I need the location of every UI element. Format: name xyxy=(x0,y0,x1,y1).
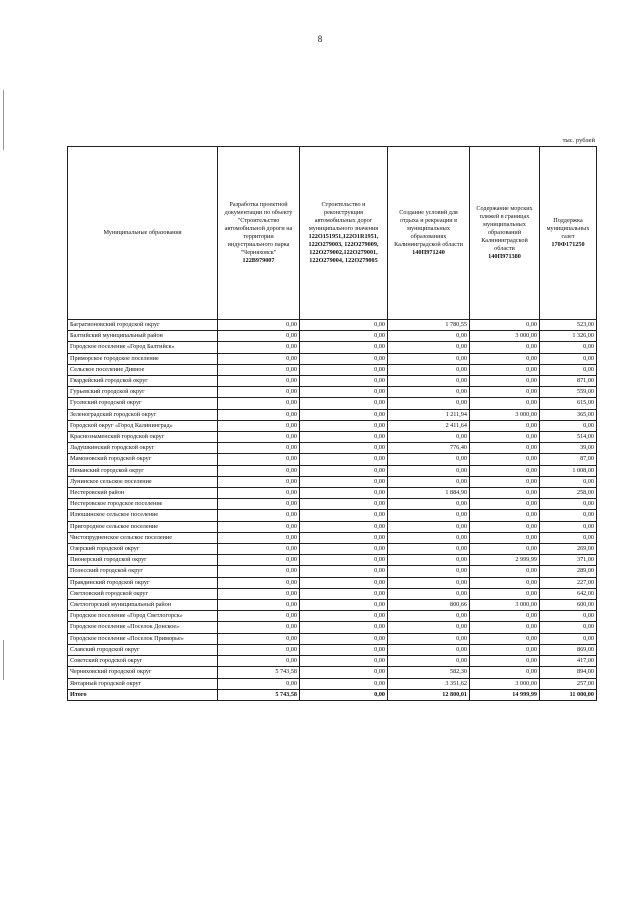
table-row xyxy=(68,465,597,476)
amount-cell: 0,00 xyxy=(218,555,300,566)
amount-cell: 0,00 xyxy=(218,488,300,499)
table-header-row xyxy=(68,147,597,320)
municipality-name-cell: Нестеровское городское поселение xyxy=(68,499,218,510)
amount-cell: 0,00 xyxy=(388,499,470,510)
municipality-name-cell: Янтарный городской округ xyxy=(68,678,218,689)
amount-cell: 0,00 xyxy=(470,364,540,375)
amount-cell: 0,00 xyxy=(300,633,388,644)
amount-cell: 0,00 xyxy=(388,656,470,667)
amount-cell: 0,00 xyxy=(218,521,300,532)
amount-cell: 800,66 xyxy=(388,600,470,611)
amount-cell: 0,00 xyxy=(470,633,540,644)
amount-cell: 0,00 xyxy=(540,364,597,375)
amount-cell: 0,00 xyxy=(300,420,388,431)
total-cell: 0,00 xyxy=(300,689,388,700)
table-row xyxy=(68,342,597,353)
table-row xyxy=(68,409,597,420)
amount-cell: 0,00 xyxy=(300,611,388,622)
amount-cell: 0,00 xyxy=(218,364,300,375)
table-row xyxy=(68,353,597,364)
amount-cell: 0,00 xyxy=(218,376,300,387)
amount-cell: 0,00 xyxy=(388,510,470,521)
amount-cell: 0,00 xyxy=(470,656,540,667)
amount-cell: 0,00 xyxy=(300,342,388,353)
table-row xyxy=(68,443,597,454)
amount-cell: 0,00 xyxy=(218,510,300,521)
amount-cell: 0,00 xyxy=(218,476,300,487)
table-row xyxy=(68,588,597,599)
municipality-name-cell: Зеленоградский городской округ xyxy=(68,409,218,420)
amount-cell: 0,00 xyxy=(470,376,540,387)
amount-cell: 0,00 xyxy=(300,667,388,678)
amount-cell: 523,00 xyxy=(540,320,597,331)
table-row xyxy=(68,420,597,431)
amount-cell: 0,00 xyxy=(388,376,470,387)
amount-cell: 1 008,00 xyxy=(540,465,597,476)
amount-cell: 0,00 xyxy=(470,342,540,353)
municipality-name-cell: Славский городской округ xyxy=(68,644,218,655)
table-row xyxy=(68,488,597,499)
amount-cell: 0,00 xyxy=(470,398,540,409)
unit-label: тыс. рублей xyxy=(562,137,595,144)
table-row xyxy=(68,622,597,633)
amount-cell: 0,00 xyxy=(300,555,388,566)
amount-cell: 0,00 xyxy=(218,611,300,622)
header-road-construction: Строительство и реконструкция автомобильных дорог муниципального значения 122О151951,122О1R1951, 122О279003, 122О279009, 122О279002,122О279001, 122О279004, 122О279005 xyxy=(300,147,388,320)
table-row xyxy=(68,532,597,543)
table-row xyxy=(68,398,597,409)
amount-cell: 0,00 xyxy=(388,342,470,353)
municipality-name-cell: Гусевский городской округ xyxy=(68,398,218,409)
amount-cell: 0,00 xyxy=(300,622,388,633)
table-row xyxy=(68,376,597,387)
amount-cell: 0,00 xyxy=(470,544,540,555)
amount-cell: 0,00 xyxy=(388,353,470,364)
amount-cell: 0,00 xyxy=(218,656,300,667)
amount-cell: 0,00 xyxy=(300,320,388,331)
table-row xyxy=(68,364,597,375)
total-cell: 12 800,01 xyxy=(388,689,470,700)
amount-cell: 559,00 xyxy=(540,387,597,398)
table-row xyxy=(68,331,597,342)
municipality-name-cell: Ладушкинский городской округ xyxy=(68,443,218,454)
amount-cell: 0,00 xyxy=(540,476,597,487)
table-row xyxy=(68,499,597,510)
amount-cell: 0,00 xyxy=(218,320,300,331)
amount-cell: 0,00 xyxy=(540,420,597,431)
page-number: 8 xyxy=(317,34,323,44)
amount-cell: 0,00 xyxy=(470,465,540,476)
table-row xyxy=(68,656,597,667)
amount-cell: 0,00 xyxy=(300,532,388,543)
amount-cell: 0,00 xyxy=(388,432,470,443)
budget-table xyxy=(67,146,597,701)
amount-cell: 0,00 xyxy=(218,432,300,443)
municipality-name-cell: Черняховский городской округ xyxy=(68,667,218,678)
amount-cell: 0,00 xyxy=(218,577,300,588)
amount-cell: 0,00 xyxy=(470,320,540,331)
municipality-name-cell: Полесский городской округ xyxy=(68,566,218,577)
municipality-name-cell: Советский городской округ xyxy=(68,656,218,667)
amount-cell: 0,00 xyxy=(470,644,540,655)
amount-cell: 0,00 xyxy=(388,465,470,476)
amount-cell: 417,00 xyxy=(540,656,597,667)
amount-cell: 514,00 xyxy=(540,432,597,443)
amount-cell: 776,40 xyxy=(388,443,470,454)
amount-cell: 0,00 xyxy=(470,476,540,487)
amount-cell: 0,00 xyxy=(470,488,540,499)
amount-cell: 365,00 xyxy=(540,409,597,420)
amount-cell: 0,00 xyxy=(540,521,597,532)
header-code: 122В979007 xyxy=(242,257,275,264)
amount-cell: 0,00 xyxy=(470,588,540,599)
table-row xyxy=(68,555,597,566)
amount-cell: 371,00 xyxy=(540,555,597,566)
amount-cell: 0,00 xyxy=(300,454,388,465)
total-cell: 5 743,58 xyxy=(218,689,300,700)
municipality-name-cell: Чистопрудненское сельское поселение xyxy=(68,532,218,543)
amount-cell: 0,00 xyxy=(300,577,388,588)
total-cell: 11 000,00 xyxy=(540,689,597,700)
amount-cell: 0,00 xyxy=(300,600,388,611)
municipality-name-cell: Багратионовский городской округ xyxy=(68,320,218,331)
table-row xyxy=(68,432,597,443)
amount-cell: 0,00 xyxy=(540,532,597,543)
amount-cell: 0,00 xyxy=(388,566,470,577)
amount-cell: 3 351,62 xyxy=(388,678,470,689)
total-label: Итого xyxy=(68,689,218,700)
amount-cell: 0,00 xyxy=(388,532,470,543)
amount-cell: 0,00 xyxy=(218,353,300,364)
amount-cell: 289,00 xyxy=(540,566,597,577)
amount-cell: 0,00 xyxy=(470,566,540,577)
amount-cell: 0,00 xyxy=(388,633,470,644)
amount-cell: 0,00 xyxy=(300,476,388,487)
amount-cell: 269,00 xyxy=(540,544,597,555)
amount-cell: 39,00 xyxy=(540,443,597,454)
total-cell: 14 999,99 xyxy=(470,689,540,700)
table-row xyxy=(68,600,597,611)
table-row xyxy=(68,678,597,689)
table-body xyxy=(68,320,597,690)
amount-cell: 0,00 xyxy=(300,409,388,420)
header-code: 122О151951,122О1R1951, 122О279003, 122О279009, 122О279002,122О279001, 122О279004, 122О279005 xyxy=(308,233,379,264)
amount-cell: 0,00 xyxy=(300,387,388,398)
amount-cell: 0,00 xyxy=(388,398,470,409)
amount-cell: 0,00 xyxy=(540,633,597,644)
amount-cell: 258,00 xyxy=(540,488,597,499)
municipality-name-cell: Гвардейский городской округ xyxy=(68,376,218,387)
amount-cell: 0,00 xyxy=(300,488,388,499)
table-row xyxy=(68,544,597,555)
header-beaches: Содержание морских пляжей в границах муниципальных образований Калининградской области 140П971380 xyxy=(470,147,540,320)
amount-cell: 0,00 xyxy=(218,499,300,510)
amount-cell: 0,00 xyxy=(300,588,388,599)
amount-cell: 0,00 xyxy=(470,387,540,398)
amount-cell: 0,00 xyxy=(218,633,300,644)
table-row xyxy=(68,510,597,521)
amount-cell: 0,00 xyxy=(388,611,470,622)
municipality-name-cell: Сельское поселение Дивное xyxy=(68,364,218,375)
amount-cell: 0,00 xyxy=(218,588,300,599)
amount-cell: 0,00 xyxy=(388,577,470,588)
scan-edge-mark xyxy=(3,90,4,150)
amount-cell: 0,00 xyxy=(300,656,388,667)
amount-cell: 0,00 xyxy=(218,443,300,454)
amount-cell: 227,00 xyxy=(540,577,597,588)
table-row xyxy=(68,577,597,588)
header-recreation: Создание условий для отдыха и рекреации в муниципальных образованиях Калининградской области 140П971240 xyxy=(388,147,470,320)
municipality-name-cell: Нестеровский район xyxy=(68,488,218,499)
header-newspapers: Поддержка муниципальных газет 170Ф171250 xyxy=(540,147,597,320)
amount-cell: 0,00 xyxy=(218,544,300,555)
amount-cell: 0,00 xyxy=(470,611,540,622)
amount-cell: 615,00 xyxy=(540,398,597,409)
amount-cell: 0,00 xyxy=(218,454,300,465)
amount-cell: 0,00 xyxy=(300,566,388,577)
amount-cell: 257,00 xyxy=(540,678,597,689)
amount-cell: 0,00 xyxy=(388,454,470,465)
amount-cell: 1 884,90 xyxy=(388,488,470,499)
amount-cell: 0,00 xyxy=(388,476,470,487)
amount-cell: 0,00 xyxy=(470,622,540,633)
municipality-name-cell: Гурьевский городской округ xyxy=(68,387,218,398)
table-row xyxy=(68,476,597,487)
municipality-name-cell: Пригородное сельское поселение xyxy=(68,521,218,532)
total-row xyxy=(68,689,597,700)
amount-cell: 0,00 xyxy=(540,611,597,622)
amount-cell: 3 000,00 xyxy=(470,409,540,420)
table-row xyxy=(68,633,597,644)
amount-cell: 0,00 xyxy=(300,521,388,532)
amount-cell: 0,00 xyxy=(300,510,388,521)
amount-cell: 5 743,58 xyxy=(218,667,300,678)
amount-cell: 3 000,00 xyxy=(470,678,540,689)
amount-cell: 894,00 xyxy=(540,667,597,678)
amount-cell: 0,00 xyxy=(388,387,470,398)
amount-cell: 0,00 xyxy=(388,364,470,375)
municipality-name-cell: Городское поселение «Город Балтийск» xyxy=(68,342,218,353)
amount-cell: 0,00 xyxy=(388,622,470,633)
amount-cell: 0,00 xyxy=(388,644,470,655)
amount-cell: 0,00 xyxy=(470,521,540,532)
table-row xyxy=(68,566,597,577)
municipality-name-cell: Светловский городской округ xyxy=(68,588,218,599)
amount-cell: 0,00 xyxy=(218,387,300,398)
amount-cell: 869,00 xyxy=(540,644,597,655)
amount-cell: 0,00 xyxy=(470,499,540,510)
municipality-name-cell: Неманский городской округ xyxy=(68,465,218,476)
amount-cell: 0,00 xyxy=(470,420,540,431)
amount-cell: 1 211,94 xyxy=(388,409,470,420)
scan-edge-mark xyxy=(3,640,4,680)
table-row xyxy=(68,320,597,331)
header-code: 140П971380 xyxy=(488,253,521,260)
amount-cell: 0,00 xyxy=(218,622,300,633)
municipality-name-cell: Мамоновский городской округ xyxy=(68,454,218,465)
amount-cell: 0,00 xyxy=(218,465,300,476)
header-design-docs: Разработка проектной документации по объекту "Строительство автомобильной дороги на территории индустриального парка "Черняховск" 122В979007 xyxy=(218,147,300,320)
amount-cell: 3 000,00 xyxy=(470,600,540,611)
header-code: 140П971240 xyxy=(412,249,445,256)
amount-cell: 0,00 xyxy=(540,499,597,510)
table-row xyxy=(68,667,597,678)
amount-cell: 0,00 xyxy=(218,678,300,689)
amount-cell: 0,00 xyxy=(218,409,300,420)
table-row xyxy=(68,387,597,398)
amount-cell: 0,00 xyxy=(218,331,300,342)
amount-cell: 0,00 xyxy=(300,499,388,510)
amount-cell: 0,00 xyxy=(388,521,470,532)
amount-cell: 0,00 xyxy=(388,555,470,566)
amount-cell: 0,00 xyxy=(300,443,388,454)
amount-cell: 0,00 xyxy=(300,364,388,375)
amount-cell: 0,00 xyxy=(300,331,388,342)
municipality-name-cell: Правдинский городской округ xyxy=(68,577,218,588)
amount-cell: 0,00 xyxy=(300,465,388,476)
header-code: 170Ф171250 xyxy=(551,241,585,248)
amount-cell: 0,00 xyxy=(218,600,300,611)
amount-cell: 0,00 xyxy=(470,577,540,588)
amount-cell: 0,00 xyxy=(470,532,540,543)
amount-cell: 0,00 xyxy=(300,644,388,655)
table-row xyxy=(68,611,597,622)
municipality-name-cell: Городское поселение «Поселок Донское» xyxy=(68,622,218,633)
amount-cell: 0,00 xyxy=(388,544,470,555)
amount-cell: 0,00 xyxy=(470,667,540,678)
municipality-name-cell: Светлогорский муниципальный район xyxy=(68,600,218,611)
amount-cell: 2 999,99 xyxy=(470,555,540,566)
amount-cell: 0,00 xyxy=(300,678,388,689)
table-row xyxy=(68,521,597,532)
table-row xyxy=(68,644,597,655)
amount-cell: 0,00 xyxy=(218,532,300,543)
municipality-name-cell: Краснознаменский городской округ xyxy=(68,432,218,443)
amount-cell: 0,00 xyxy=(388,331,470,342)
amount-cell: 0,00 xyxy=(470,432,540,443)
amount-cell: 0,00 xyxy=(540,622,597,633)
amount-cell: 0,00 xyxy=(470,443,540,454)
amount-cell: 642,00 xyxy=(540,588,597,599)
municipality-name-cell: Лунинское сельское поселение xyxy=(68,476,218,487)
amount-cell: 600,00 xyxy=(540,600,597,611)
amount-cell: 0,00 xyxy=(218,644,300,655)
amount-cell: 0,00 xyxy=(300,432,388,443)
table-row xyxy=(68,454,597,465)
amount-cell: 871,00 xyxy=(540,376,597,387)
amount-cell: 0,00 xyxy=(540,342,597,353)
amount-cell: 2 411,64 xyxy=(388,420,470,431)
municipality-name-cell: Озерский городской округ xyxy=(68,544,218,555)
amount-cell: 0,00 xyxy=(300,398,388,409)
amount-cell: 0,00 xyxy=(300,544,388,555)
municipality-name-cell: Приморское городское поселение xyxy=(68,353,218,364)
amount-cell: 0,00 xyxy=(540,353,597,364)
amount-cell: 0,00 xyxy=(388,588,470,599)
amount-cell: 0,00 xyxy=(300,353,388,364)
municipality-name-cell: Городское поселение «Поселок Приморье» xyxy=(68,633,218,644)
municipality-name-cell: Городское поселение «Город Светлогорск» xyxy=(68,611,218,622)
amount-cell: 0,00 xyxy=(470,353,540,364)
amount-cell: 0,00 xyxy=(218,342,300,353)
amount-cell: 0,00 xyxy=(218,566,300,577)
amount-cell: 0,00 xyxy=(540,510,597,521)
amount-cell: 87,00 xyxy=(540,454,597,465)
amount-cell: 0,00 xyxy=(218,398,300,409)
municipality-name-cell: Илюшинское сельское поселение xyxy=(68,510,218,521)
amount-cell: 3 000,00 xyxy=(470,331,540,342)
header-municipalities: Муниципальные образования xyxy=(68,147,218,320)
municipality-name-cell: Пионерский городской округ xyxy=(68,555,218,566)
amount-cell: 1 780,55 xyxy=(388,320,470,331)
amount-cell: 0,00 xyxy=(218,420,300,431)
amount-cell: 582,30 xyxy=(388,667,470,678)
municipality-name-cell: Городской округ «Город Калининград» xyxy=(68,420,218,431)
amount-cell: 0,00 xyxy=(470,510,540,521)
amount-cell: 0,00 xyxy=(470,454,540,465)
municipality-name-cell: Балтийский муниципальный район xyxy=(68,331,218,342)
amount-cell: 0,00 xyxy=(300,376,388,387)
amount-cell: 1 326,00 xyxy=(540,331,597,342)
